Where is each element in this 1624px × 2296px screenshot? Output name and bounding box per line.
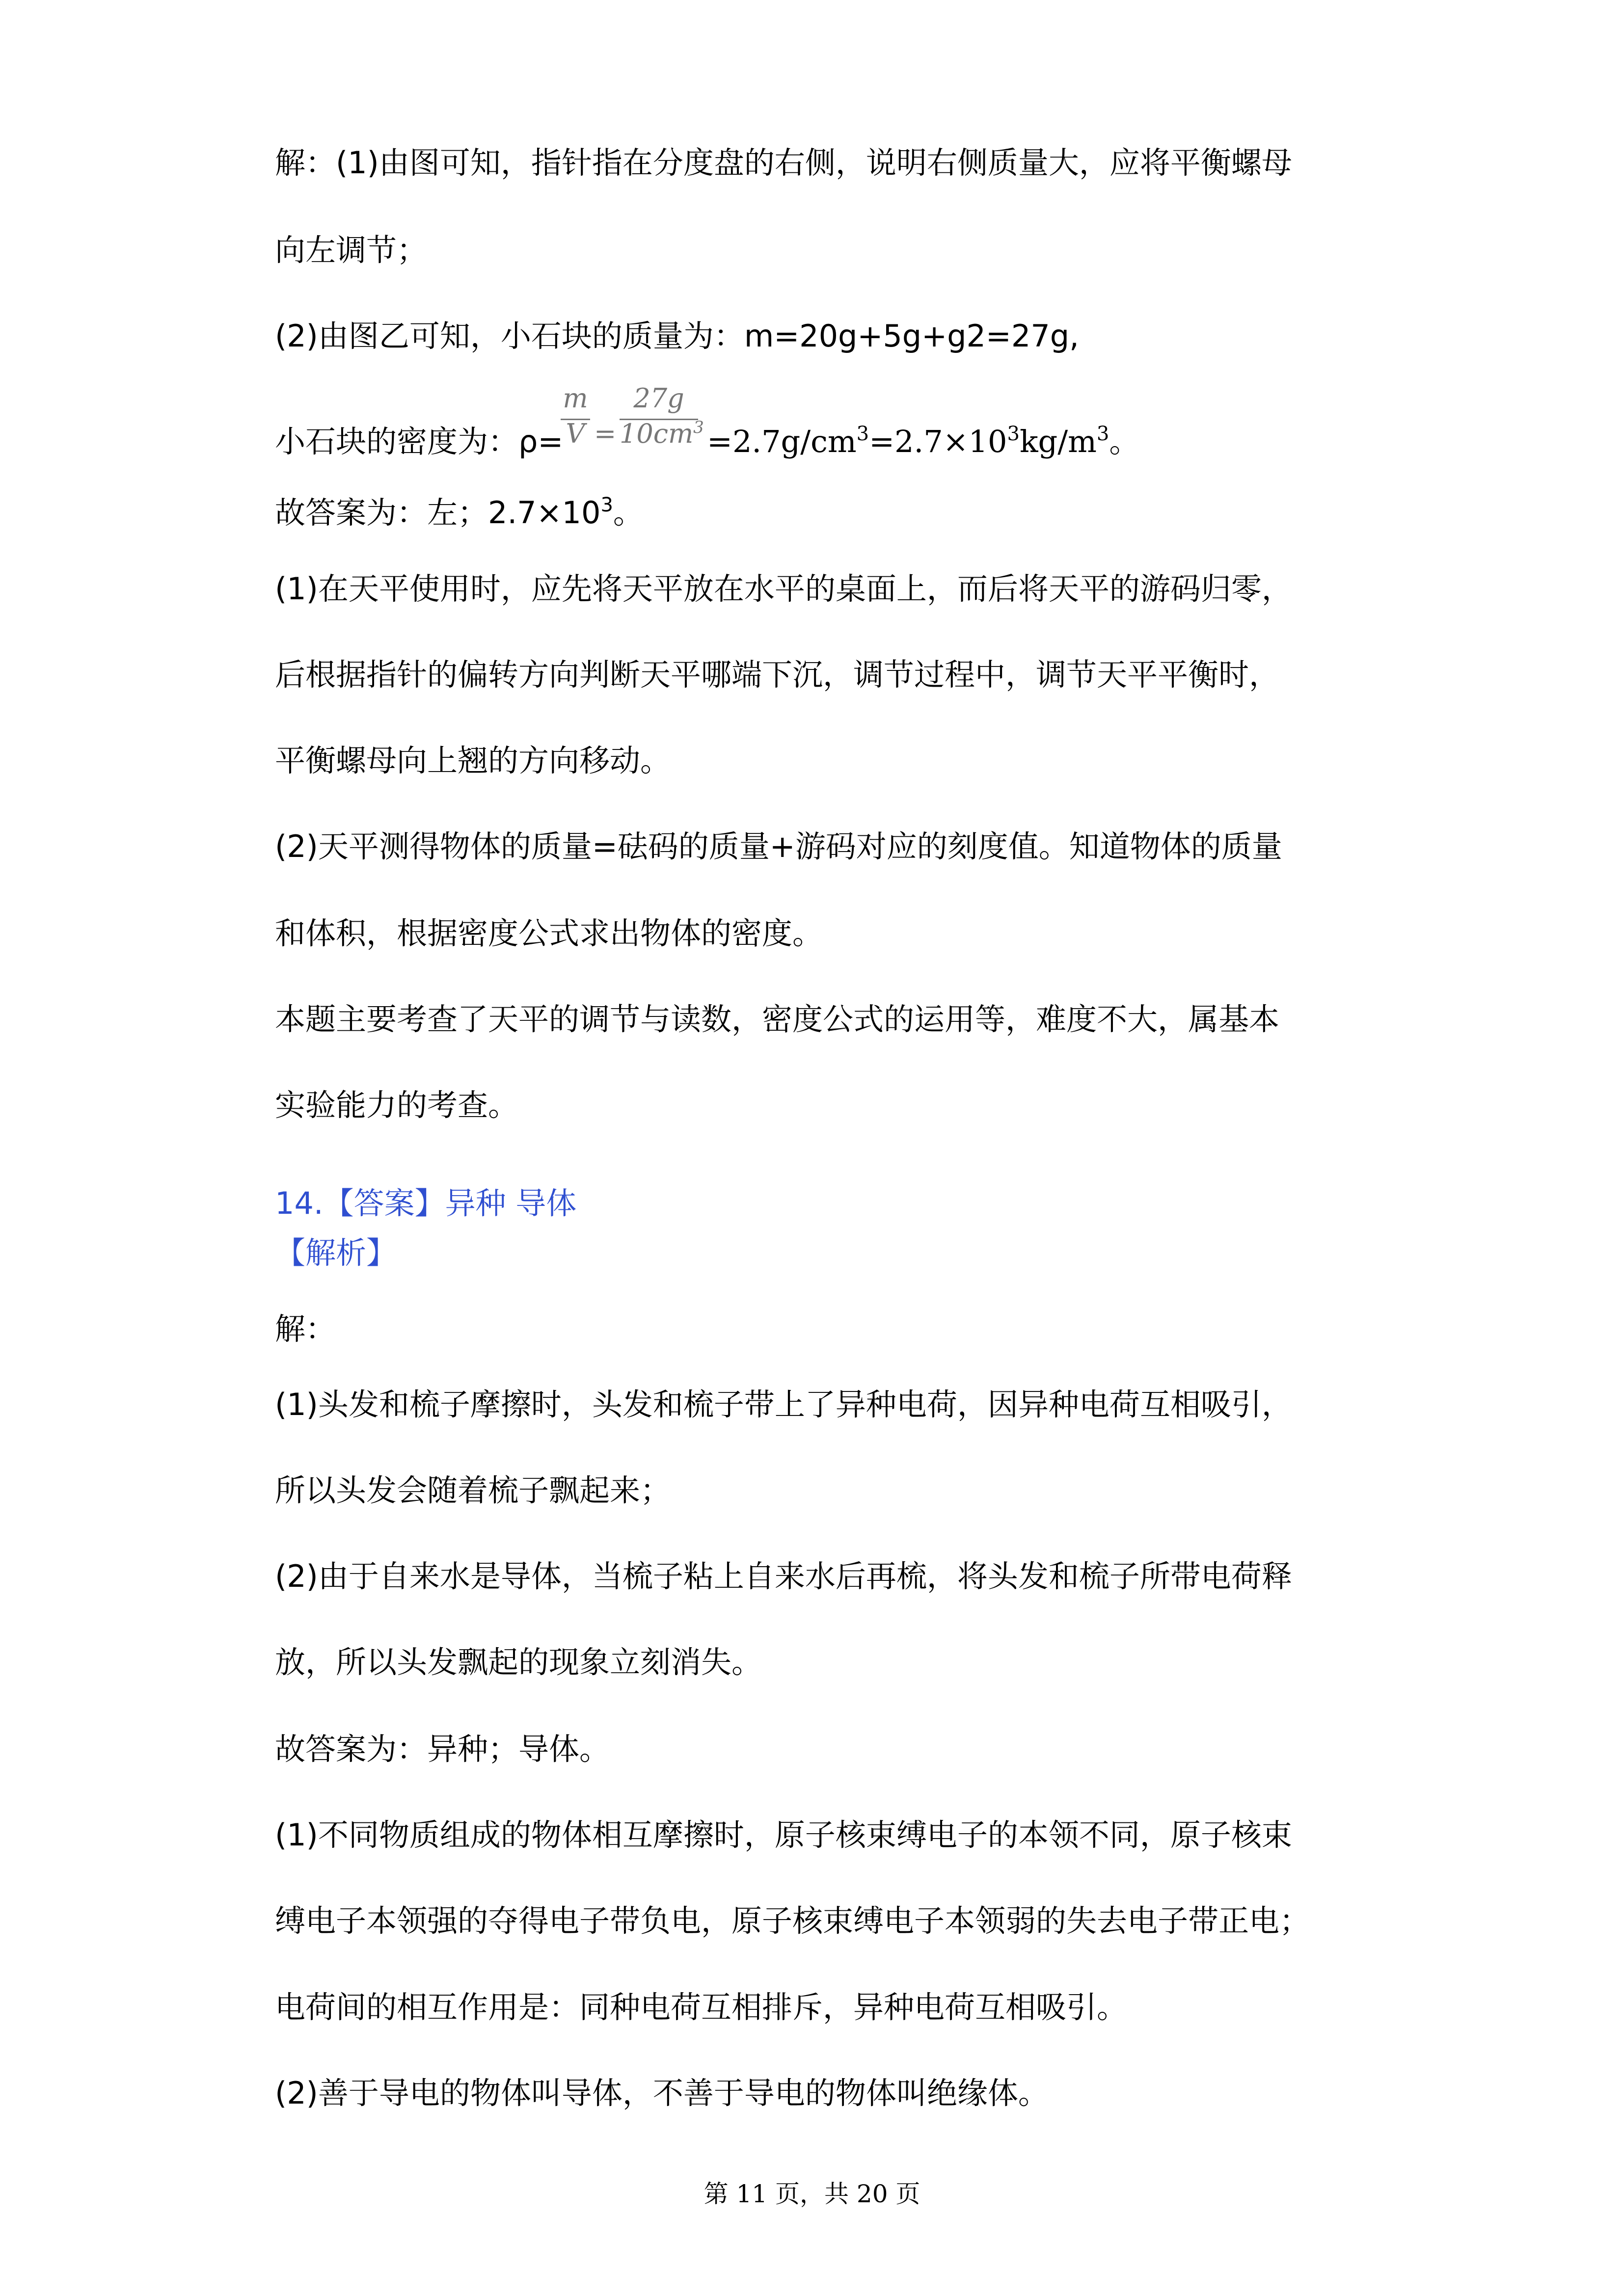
- q13-line-1: 解：(1)由图可知，指针指在分度盘的右侧，说明右侧质量大，应将平衡螺母: [275, 145, 1292, 181]
- fraction-equals: =: [594, 418, 617, 449]
- fraction-2-denominator: $10cm^3$: [620, 418, 704, 449]
- q13-line-11: 本题主要考查了天平的调节与读数，密度公式的运用等，难度不大，属基本: [275, 1001, 1280, 1037]
- q14-line-2: (1)头发和梳子摩擦时，头发和梳子带上了异种电荷，因异种电荷互相吸引，: [275, 1387, 1292, 1422]
- density-result: $=2.7g/cm^3=2.7\times 10^3kg/m^3$。: [707, 423, 1140, 459]
- q14-line-5: 放，所以头发飘起的现象立刻消失。: [275, 1644, 762, 1680]
- page-footer: 第 11 页，共 20 页: [704, 2180, 920, 2208]
- q14-analysis-heading: 【解析】: [275, 1235, 397, 1271]
- q14-line-10: (2)善于导电的物体叫导体，不善于导电的物体叫绝缘体。: [275, 2075, 1049, 2111]
- q13-line-9: (2)天平测得物体的质量=砝码的质量+游码对应的刻度值。知道物体的质量: [275, 828, 1282, 864]
- density-prefix: 小石块的密度为：ρ=: [275, 424, 564, 459]
- q14-answer-heading: 14.【答案】异种 导体: [275, 1185, 577, 1221]
- q13-line-7: 后根据指针的偏转方向判断天平哪端下沉，调节过程中，调节天平平衡时，: [275, 657, 1280, 693]
- q14-line-8: 缚电子本领强的夺得电子带负电，原子核束缚电子本领弱的失去电子带正电；: [275, 1903, 1310, 1939]
- q13-answer-line: 故答案为：左；$2.7\times 10^3$。: [275, 494, 644, 531]
- fraction-1-numerator: m: [563, 383, 588, 414]
- q13-line-2: 向左调节；: [275, 232, 428, 268]
- q13-line-10: 和体积，根据密度公式求出物体的密度。: [275, 915, 823, 951]
- q14-line-9: 电荷间的相互作用是：同种电荷互相排斥，异种电荷互相吸引。: [275, 1989, 1128, 2025]
- q14-line-6: 故答案为：异种；导体。: [275, 1731, 610, 1767]
- q13-line-12: 实验能力的考查。: [275, 1087, 519, 1123]
- q13-line-6: (1)在天平使用时，应先将天平放在水平的桌面上，而后将天平的游码归零，: [275, 571, 1292, 607]
- fraction-1-denominator: V: [566, 418, 585, 449]
- q14-line-7: (1)不同物质组成的物体相互摩擦时，原子核束缚电子的本领不同，原子核束: [275, 1817, 1292, 1853]
- fraction-2-numerator: 27g: [633, 383, 684, 414]
- q14-line-4: (2)由于自来水是导体，当梳子粘上自来水后再梳，将头发和梳子所带电荷释: [275, 1558, 1292, 1594]
- q14-line-3: 所以头发会随着梳子飘起来；: [275, 1472, 671, 1508]
- q13-line-8: 平衡螺母向上翘的方向移动。: [275, 743, 671, 778]
- q13-line-3: (2)由图乙可知，小石块的质量为：m=20g+5g+g2=27g,: [275, 318, 1079, 354]
- q14-line-1: 解：: [275, 1311, 336, 1347]
- q13-density-line: [275, 422, 563, 461]
